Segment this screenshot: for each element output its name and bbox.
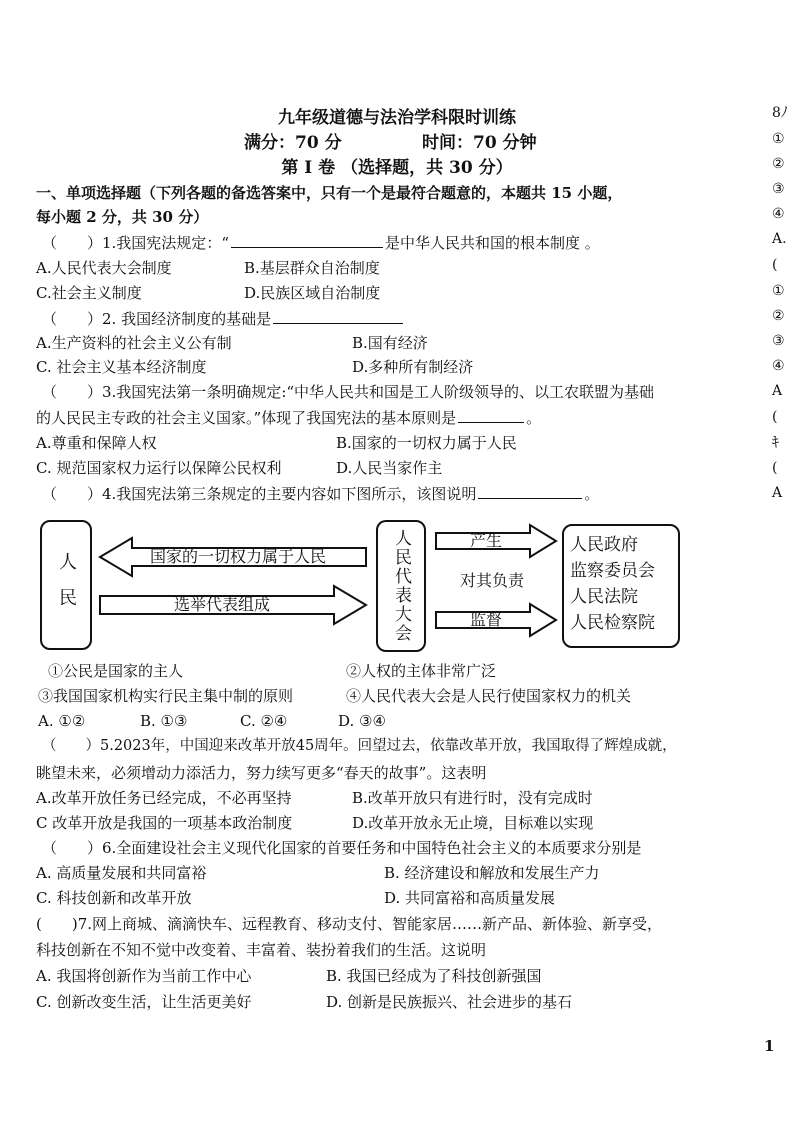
congress-label: 人民代表大会: [391, 529, 411, 643]
arrow-bottom-label: 选举代表组成: [174, 595, 271, 614]
q4-stem-end: 。: [584, 485, 600, 503]
page-number: 1: [764, 1037, 775, 1055]
question-4-stem: [42, 483, 599, 504]
edge-fragment: ②: [772, 156, 785, 172]
question-6-stem: （ ）6.全面建设社会主义现代化国家的首要任务和中国特色社会主义的本质要求分别是: [42, 839, 642, 857]
question-5-stem-1: （ ）5.2023年，中国迎来改革开放45周年。回望过去，依靠改革开放，我国取得了辉煌成就，: [42, 738, 677, 754]
q1-stem-start: （ ）1.我国宪法规定：“: [42, 234, 229, 252]
q7-option-b: B. 我国已经成为了科技创新强国: [326, 967, 542, 985]
q5-option-a: A.改革开放任务已经完成，不必再坚持: [36, 789, 292, 807]
edge-fragment: (: [772, 460, 778, 476]
edge-fragment: ②: [772, 308, 785, 324]
edge-fragment: A: [772, 383, 783, 399]
q6-option-d: D. 共同富裕和高质量发展: [384, 889, 556, 907]
q4-stem-text: （ ）4.我国宪法第三条规定的主要内容如下图所示，该图说明: [42, 485, 477, 503]
question-5-stem-2: 眺望未来，必须增动力添活力，努力续写更多“春天的故事”。这表明: [36, 764, 487, 782]
q4-statement-3: ③我国国家机构实行民主集中制的原则: [38, 687, 294, 705]
answer-blank[interactable]: [231, 232, 383, 248]
q6-option-a: A. 高质量发展和共同富裕: [36, 864, 207, 882]
q4-option-c: C. ②④: [240, 712, 288, 730]
organ-government: 人民政府: [570, 535, 638, 555]
q1-option-a: A.人民代表大会制度: [36, 259, 172, 277]
q7-option-a: A. 我国将创新作为当前工作中心: [36, 967, 252, 985]
q2-option-b: B.国有经济: [352, 334, 428, 352]
time-limit: 时间：70 分钟: [422, 133, 537, 153]
q4-option-a: A. ①②: [38, 712, 86, 730]
q5-option-d: D.改革开放永无止境，目标难以实现: [352, 814, 594, 832]
q3-option-b: B.国家的一切权力属于人民: [336, 434, 517, 452]
q3-stem-2-end: 。: [526, 409, 542, 427]
q1-option-c: C.社会主义制度: [36, 284, 142, 302]
edge-fragment: ①: [772, 131, 785, 147]
q7-option-c: C. 创新改变生活，让生活更美好: [36, 993, 252, 1011]
q4-option-d: D. ③④: [338, 712, 386, 730]
congress-box: [376, 520, 426, 652]
arrow-right: [100, 586, 366, 624]
instructions-line-1: 一、单项选择题（下列各题的备选答案中，只有一个是最符合题意的，本题共 15 小题，: [36, 184, 623, 202]
arrow-produce: [436, 525, 556, 557]
question-3-stem-1: （ ）3.我国宪法第一条明确规定:“中华人民共和国是工人阶级领导的、以工农联盟为基础: [42, 383, 655, 401]
edge-fragment: (: [772, 257, 778, 273]
produce-label: 产生: [470, 531, 503, 550]
edge-fragment: ①: [772, 283, 785, 299]
edge-fragment: (: [772, 409, 778, 425]
organ-court: 人民法院: [570, 587, 638, 607]
people-label: 人民: [56, 552, 77, 624]
organ-supervisory: 监察委员会: [570, 561, 655, 581]
edge-fragment: ③: [772, 333, 785, 349]
q1-option-d: D.民族区域自治制度: [244, 284, 381, 302]
edge-fragment: ④: [772, 206, 785, 222]
state-organs-box: [562, 524, 680, 648]
arrow-top-label: 国家的一切权力属于人民: [150, 547, 327, 566]
question-2-stem: [42, 308, 405, 329]
arrow-left: [100, 538, 366, 576]
q2-option-a: A.生产资料的社会主义公有制: [36, 334, 232, 352]
q5-option-b: B.改革开放只有进行时，没有完成时: [352, 789, 593, 807]
edge-fragment: A: [772, 485, 783, 501]
q4-statement-4: ④人民代表大会是人民行使国家权力的机关: [346, 687, 632, 705]
edge-fragment: ④: [772, 358, 785, 374]
edge-fragment: A.: [772, 231, 787, 247]
q4-option-b: B. ①③: [140, 712, 188, 730]
instructions-line-2: 每小题 2 分，共 30 分）: [36, 208, 209, 226]
edge-fragment: ｷ: [772, 435, 779, 451]
section-title: 第 I 卷 （选择题，共 30 分）: [281, 158, 513, 178]
q3-option-a: A.尊重和保障人权: [36, 434, 157, 452]
answer-blank[interactable]: [458, 407, 524, 423]
q4-statement-1: ①公民是国家的主人: [48, 662, 184, 680]
question-7-stem-1: ( )7.网上商城、滴滴快车、远程教育、移动支付、智能家居……新产品、新体验、新享受，: [36, 915, 663, 933]
q3-stem-2-text: 的人民民主专政的社会主义国家。”体现了我国宪法的基本原则是: [36, 409, 457, 427]
organ-procuratorate: 人民检察院: [570, 613, 655, 633]
edge-fragment: 8ﾉ: [772, 105, 788, 121]
q1-stem-end: 是中华人民共和国的根本制度 。: [384, 234, 600, 252]
q3-option-d: D.人民当家作主: [336, 459, 443, 477]
q7-option-d: D. 创新是民族振兴、社会进步的基石: [326, 993, 573, 1011]
people-box: [40, 520, 92, 650]
question-1-stem: [42, 232, 600, 253]
q5-option-c: C 改革开放是我国的一项基本政治制度: [36, 814, 293, 832]
question-7-stem-2: 科技创新在不知不觉中改变着、丰富着、装扮着我们的生活。这说明: [36, 941, 487, 959]
answer-blank[interactable]: [273, 308, 403, 324]
edge-fragment: ③: [772, 181, 785, 197]
q2-stem: （ ）2. 我国经济制度的基础是: [42, 310, 272, 328]
q1-option-b: B.基层群众自治制度: [244, 259, 380, 277]
q4-statement-2: ②人权的主体非常广泛: [346, 662, 497, 680]
q6-option-b: B. 经济建设和解放和发展生产力: [384, 864, 600, 882]
question-3-stem-2: [36, 407, 541, 428]
q2-option-d: D.多种所有制经济: [352, 358, 474, 376]
answer-blank[interactable]: [478, 483, 582, 499]
full-score: 满分：70 分: [244, 133, 342, 153]
supervise-label: 监督: [470, 610, 503, 629]
responsible-label: 对其负责: [460, 571, 525, 590]
arrow-supervise: [436, 604, 556, 636]
q3-option-c: C. 规范国家权力运行以保障公民权利: [36, 459, 282, 477]
page-title: 九年级道德与法治学科限时训练: [278, 108, 516, 128]
q6-option-c: C. 科技创新和改革开放: [36, 889, 192, 907]
q2-option-c: C. 社会主义基本经济制度: [36, 358, 207, 376]
